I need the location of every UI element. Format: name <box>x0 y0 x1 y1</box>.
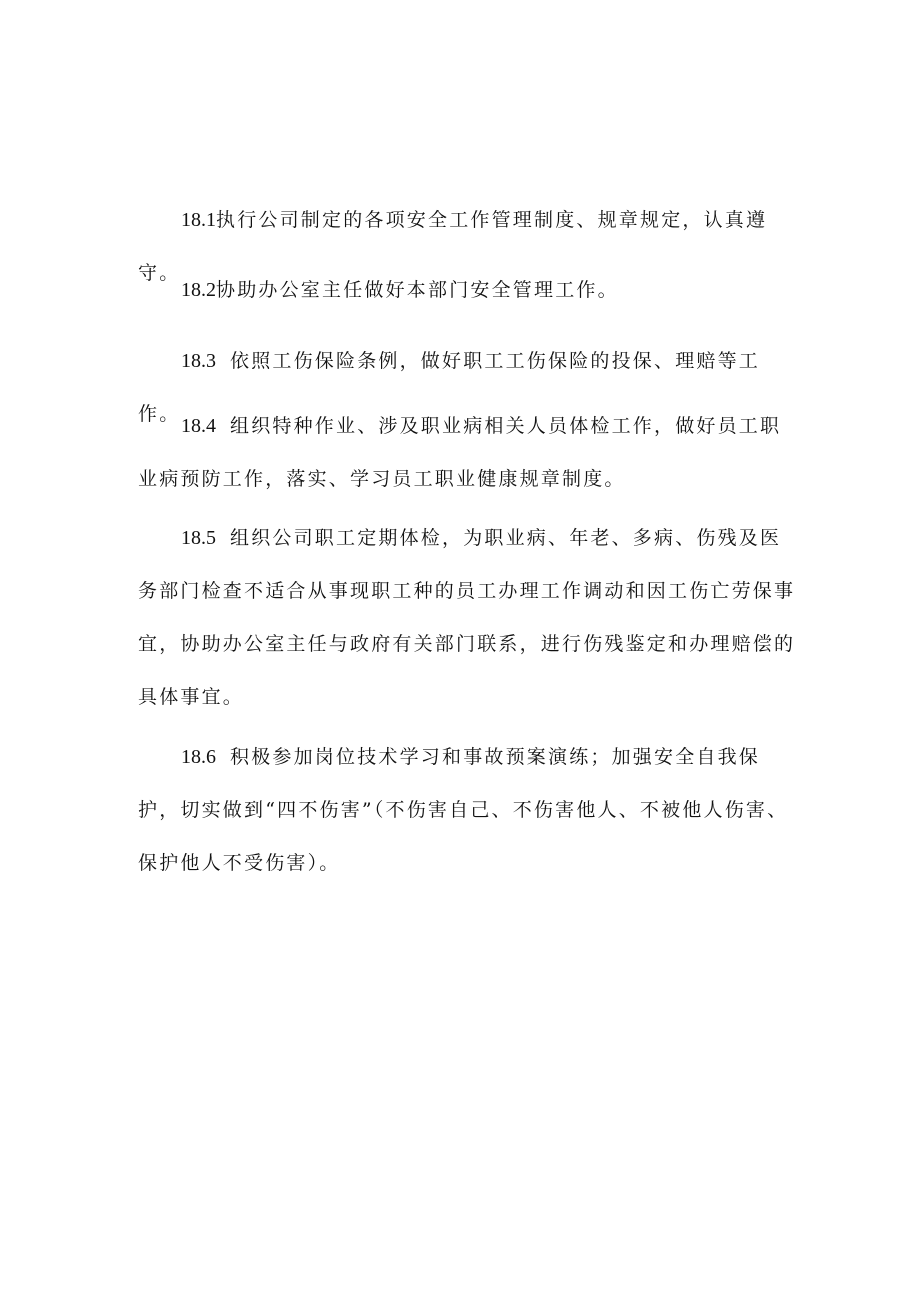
item-text: 积极参加岗位技术学习和事故预案演练；加强安全自我保护，切实做到“四不伤害”（不伤害自己、不伤害他人、不被他人伤害、保护他人不受伤害）。 <box>138 746 789 874</box>
paragraph-18-2 <box>138 264 798 317</box>
item-text: 依照工伤保险条例，做好职工工伤保险的投保、理赔等工作。 <box>138 350 761 425</box>
item-text: 执行公司制定的各项安全工作管理制度、规章规定，认真遵守。 <box>138 209 768 284</box>
paragraph-18-6 <box>138 731 798 890</box>
item-number: 18.4 <box>181 415 216 437</box>
item-text: 组织特种作业、涉及职业病相关人员体检工作，做好员工职业病预防工作，落实、学习员工职业健康规章制度。 <box>138 415 782 490</box>
item-number: 18.6 <box>181 746 216 768</box>
item-number: 18.3 <box>181 350 216 372</box>
paragraph-18-4 <box>138 400 798 506</box>
item-number: 18.1 <box>181 209 216 231</box>
item-text: 协助办公室主任做好本部门安全管理工作。 <box>216 279 619 301</box>
item-number: 18.5 <box>181 527 216 549</box>
item-text: 组织公司职工定期体检，为职业病、年老、多病、伤残及医务部门检查不适合从事现职工种的员工办理工作调动和因工伤亡劳保事宜，协助办公室主任与政府有关部门联系，进行伤残鉴定和办理赔偿的具体事宜。 <box>138 527 796 708</box>
item-number: 18.2 <box>181 279 216 301</box>
paragraph-18-5 <box>138 512 798 724</box>
